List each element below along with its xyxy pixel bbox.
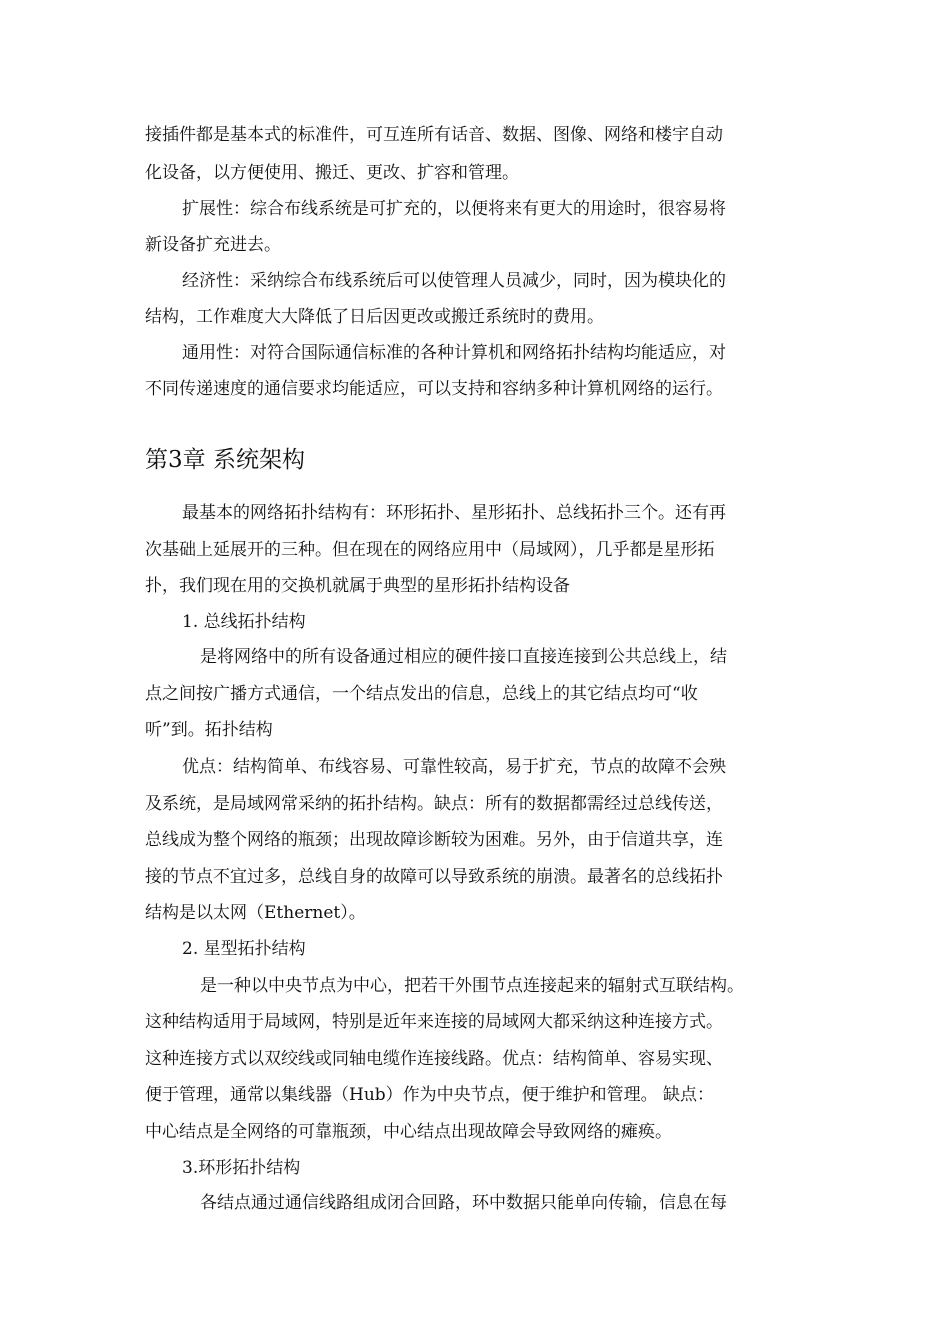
expandability-line: 扩展性：综合布线系统是可扩充的，以便将来有更大的用途时，很容易将 [182, 199, 726, 219]
ring-topology-heading: 3.环形拓扑结构 [182, 1158, 301, 1178]
intro-line: 最基本的网络拓扑结构有：环形拓扑、星形拓扑、总线拓扑三个。还有再 [182, 503, 726, 523]
text-line: 接插件都是基本式的标准件，可互连所有话音、数据、图像、网络和楼宇自动 [145, 125, 723, 145]
bus-pros-line: 总线成为整个网络的瓶颈；出现故障诊断较为困难。另外，由于信道共享，连 [145, 830, 723, 850]
star-desc-line: 这种结构适用于局域网，特别是近年来连接的局域网大都采纳这种连接方式。 [145, 1012, 723, 1032]
star-desc-line: 是一种以中央节点为中心，把若干外围节点连接起来的辐射式互联结构。 [200, 976, 744, 996]
star-desc-line: 便于管理，通常以集线器（Hub）作为中央节点，便于维护和管理。 缺点： [145, 1085, 715, 1105]
star-desc-line: 中心结点是全网络的可靠瓶颈，中心结点出现故障会导致网络的瘫痪。 [145, 1122, 672, 1142]
bus-pros-line: 接的节点不宜过多，总线自身的故障可以导致系统的崩溃。最著名的总线拓扑 [145, 867, 723, 887]
bus-pros-line: 结构是以太网（Ethernet）。 [145, 903, 366, 923]
generality-line: 通用性：对符合国际通信标准的各种计算机和网络拓扑结构均能适应，对 [182, 343, 726, 363]
bus-desc-line: 听”到。拓扑结构 [145, 720, 273, 740]
ring-desc-line: 各结点通过通信线路组成闭合回路，环中数据只能单向传输，信息在每 [200, 1193, 727, 1213]
bus-pros-line: 优点：结构简单、布线容易、可靠性较高，易于扩充，节点的故障不会殃 [182, 757, 726, 777]
star-topology-heading: 2. 星型拓扑结构 [182, 939, 306, 959]
text-line: 化设备，以方便使用、搬迁、更改、扩容和管理。 [145, 163, 519, 183]
economy-line: 经济性：采纳综合布线系统后可以使管理人员减少，同时，因为模块化的 [182, 271, 726, 291]
bus-topology-heading: 1. 总线拓扑结构 [182, 612, 306, 632]
bus-desc-line: 点之间按广播方式通信，一个结点发出的信息，总线上的其它结点均可“收 [145, 684, 698, 704]
bus-desc-line: 是将网络中的所有设备通过相应的硬件接口直接连接到公共总线上，结 [200, 647, 727, 667]
expandability-line: 新设备扩充进去。 [145, 235, 281, 255]
star-desc-line: 这种连接方式以双绞线或同轴电缆作连接线路。优点：结构简单、容易实现、 [145, 1049, 723, 1069]
intro-line: 次基础上延展开的三种。但在现在的网络应用中（局域网），几乎都是星形拓 [145, 540, 715, 560]
bus-pros-line: 及系统，是局域网常采纳的拓扑结构。缺点：所有的数据都需经过总线传送， [145, 794, 723, 814]
generality-line: 不同传递速度的通信要求均能适应，可以支持和容纳多种计算机网络的运行。 [145, 379, 723, 399]
chapter-heading: 第3章 系统架构 [145, 447, 305, 473]
intro-line: 扑，我们现在用的交换机就属于典型的星形拓扑结构设备 [145, 576, 570, 596]
economy-line: 结构，工作难度大大降低了日后因更改或搬迁系统时的费用。 [145, 307, 604, 327]
